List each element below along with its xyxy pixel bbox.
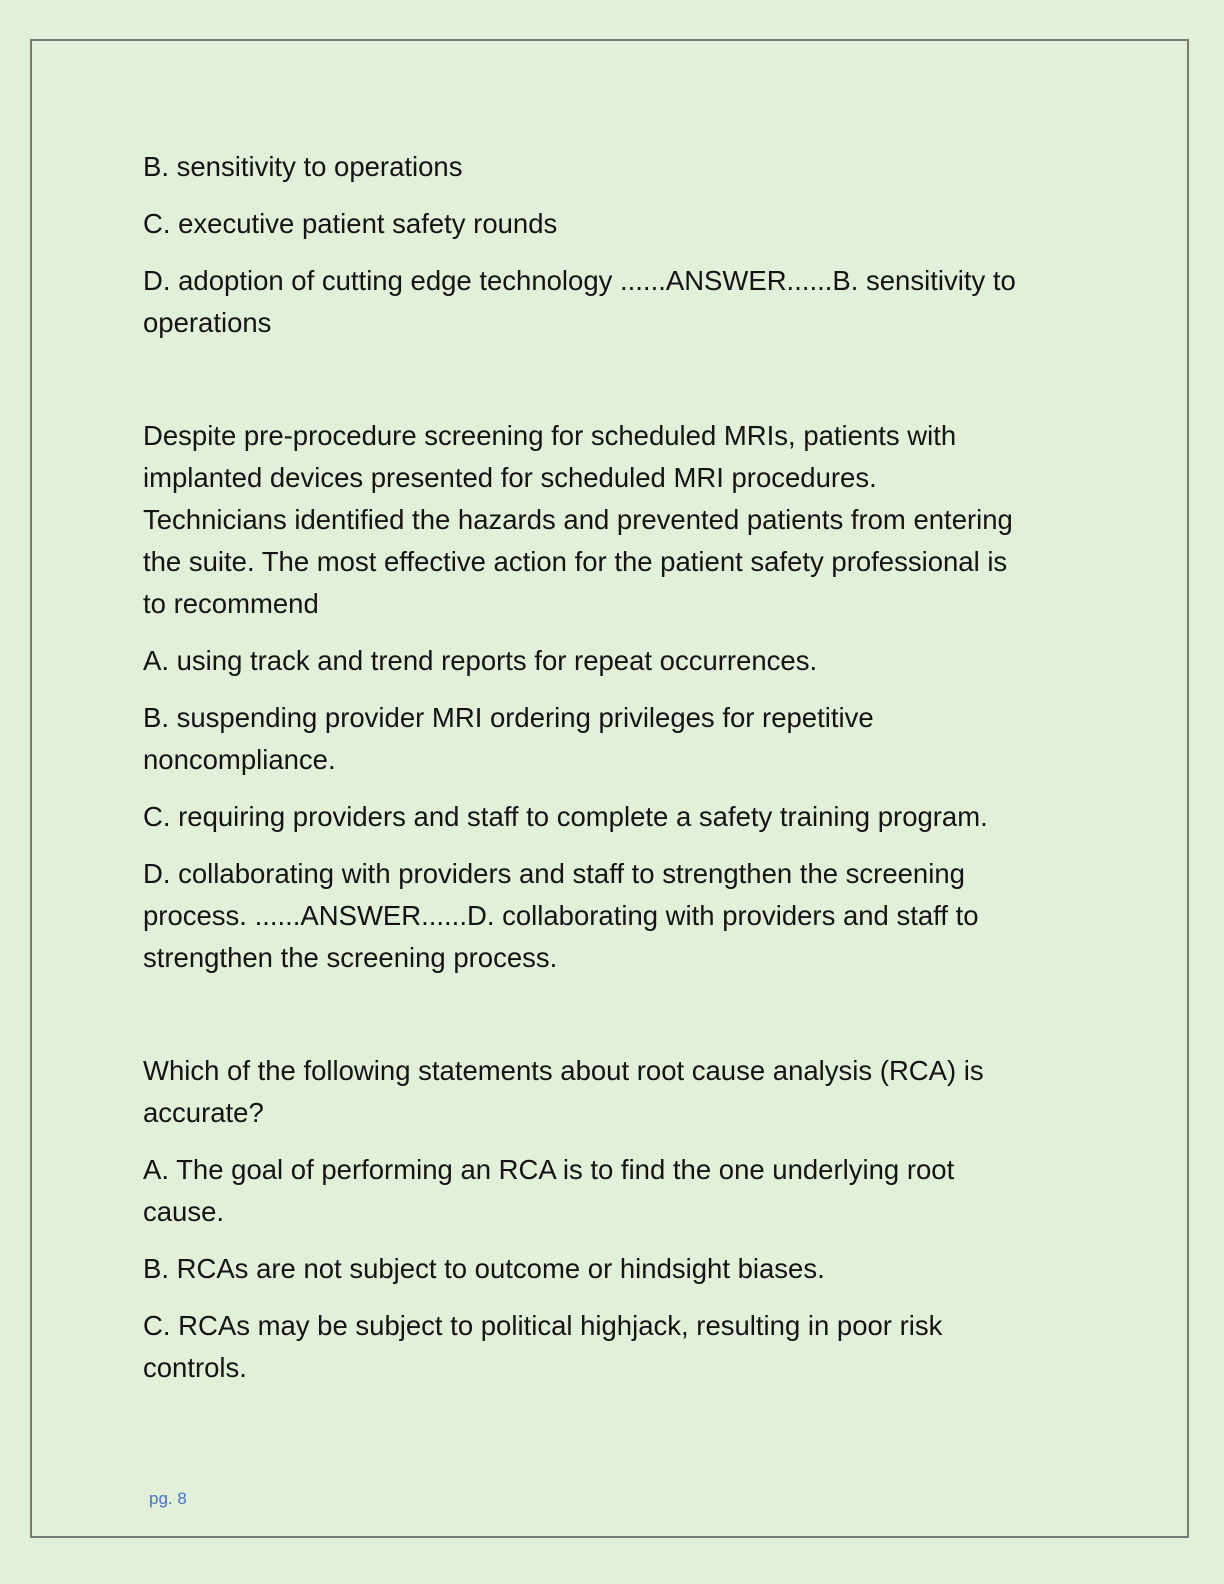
option-text: strengthen the screening process.: [143, 942, 558, 973]
question-line: implanted devices presented for scheduled MRI procedures.: [143, 462, 877, 493]
answer-option: [143, 146, 1083, 188]
answer-option: [143, 1248, 1083, 1290]
option-text: D. collaborating with providers and staff to strengthen the screening: [143, 858, 965, 889]
answer-option: [143, 1305, 1083, 1389]
option-text: B. sensitivity to operations: [143, 151, 463, 182]
option-text: C. requiring providers and staff to complete a safety training program.: [143, 801, 988, 832]
page-number: pg. 8: [149, 1489, 187, 1508]
option-text: cause.: [143, 1196, 225, 1227]
option-text: process. ......ANSWER......D. collaborating with providers and staff to: [143, 900, 979, 931]
option-text: noncompliance.: [143, 744, 336, 775]
question-line: accurate?: [143, 1097, 264, 1128]
answer-option-with-answer: [143, 260, 1083, 344]
question-line: to recommend: [143, 588, 319, 619]
answer-option: [143, 203, 1083, 245]
option-text: C. RCAs may be subject to political highjack, resulting in poor risk: [143, 1310, 943, 1341]
option-text: operations: [143, 307, 272, 338]
option-text: D. adoption of cutting edge technology ......ANSWER......B. sensitivity to: [143, 265, 1016, 296]
document-body: [143, 146, 1083, 1404]
question-line: Technicians identified the hazards and prevented patients from entering: [143, 504, 1013, 535]
question-line: Despite pre-procedure screening for scheduled MRIs, patients with: [143, 420, 957, 451]
option-text: B. RCAs are not subject to outcome or hindsight biases.: [143, 1253, 825, 1284]
answer-option: [143, 796, 1083, 838]
spacer: [143, 359, 1083, 415]
answer-option: [143, 1149, 1083, 1233]
answer-option-with-answer: [143, 853, 1083, 979]
option-text: B. suspending provider MRI ordering privileges for repetitive: [143, 702, 874, 733]
answer-option: [143, 640, 1083, 682]
option-text: controls.: [143, 1352, 247, 1383]
question-line: Which of the following statements about root cause analysis (RCA) is: [143, 1055, 984, 1086]
question-text: [143, 1050, 1083, 1134]
option-text: A. The goal of performing an RCA is to find the one underlying root: [143, 1154, 955, 1185]
answer-option: [143, 697, 1083, 781]
question-line: the suite. The most effective action for the patient safety professional is: [143, 546, 1008, 577]
spacer: [143, 994, 1083, 1050]
question-text: [143, 415, 1083, 625]
option-text: A. using track and trend reports for repeat occurrences.: [143, 645, 818, 676]
option-text: C. executive patient safety rounds: [143, 208, 558, 239]
